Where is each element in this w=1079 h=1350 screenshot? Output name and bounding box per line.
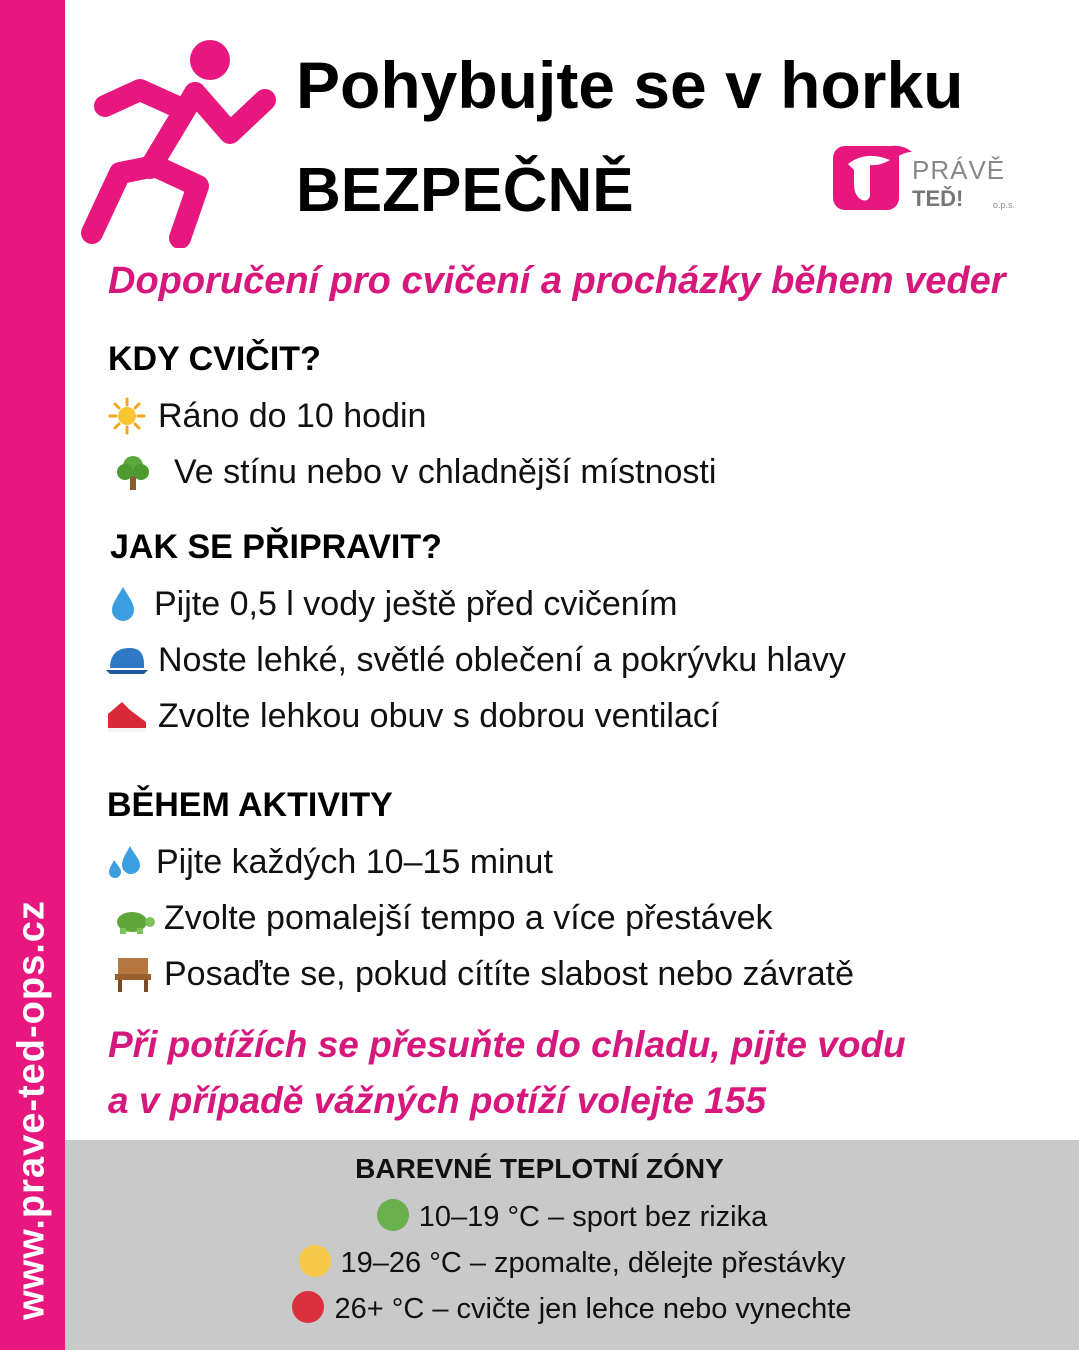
warning-line-2: a v případě vážných potíží volejte 155 [108,1080,767,1121]
section-heading-prepare: JAK SE PŘIPRAVIT? [110,528,442,566]
list-item [110,452,716,492]
item-text: Ráno do 10 hodin [158,397,427,435]
list-item [100,584,677,624]
logo-text-ted: TEĎ! [912,186,964,211]
zones-title: BAREVNÉ TEPLOTNÍ ZÓNY [355,1153,724,1184]
item-text: Posaďte se, pokud cítíte slabost nebo závratě [164,955,854,993]
item-text: Zvolte pomalejší tempo a více přestávek [164,899,773,937]
zone-text: 26+ °C – cvičte jen lehce nebo vynechte [334,1293,852,1325]
item-text: Pijte každých 10–15 minut [156,843,553,881]
cap-icon [104,640,150,680]
item-text: Zvolte lehkou obuv s dobrou ventilací [158,697,720,735]
item-text: Ve stínu nebo v chladnější místnosti [174,453,717,491]
yellow-dot-icon [299,1245,331,1277]
sun-icon [104,396,150,436]
logo-text-prave: PRÁVĚ [912,155,1006,185]
warning-line-1: Při potížích se přesuňte do chladu, pijte vodu [108,1024,906,1065]
subtitle: Doporučení pro cvičení a procházky během veder [108,260,1006,302]
turtle-icon [110,898,156,938]
section-heading-when: KDY CVIČIT? [108,340,321,378]
item-text: Pijte 0,5 l vody ještě před cvičením [154,585,678,623]
zone-row-yellow [65,1245,1079,1278]
section-heading-during: BĚHEM AKTIVITY [107,786,393,824]
list-item [110,898,773,938]
runner-icon [80,38,280,248]
page-title-emphasis: BEZPEČNĚ [296,156,634,225]
zone-row-red [65,1291,1079,1324]
zone-row-green [65,1199,1079,1232]
list-item [104,640,846,680]
list-item [102,842,553,882]
sneaker-icon [104,696,150,736]
item-text: Noste lehké, světlé oblečení a pokrývku hlavy [158,641,846,679]
green-dot-icon [377,1199,409,1231]
list-item [104,696,719,736]
logo-text-ops: o.p.s. [993,200,1016,210]
page-title: Pohybujte se v horku [296,48,964,122]
website-url[interactable]: www.prave-ted-ops.cz [10,900,53,1320]
zone-text: 19–26 °C – zpomalte, dělejte přestávky [340,1247,846,1279]
list-item [110,954,854,994]
list-item [104,396,426,436]
sidebar-stripe [0,0,65,1350]
zone-text: 10–19 °C – sport bez rizika [418,1201,768,1233]
bench-icon [110,954,156,994]
red-dot-icon [292,1291,324,1323]
sweat-drops-icon [102,842,148,882]
droplet-icon [100,584,146,624]
tree-icon [110,452,156,492]
